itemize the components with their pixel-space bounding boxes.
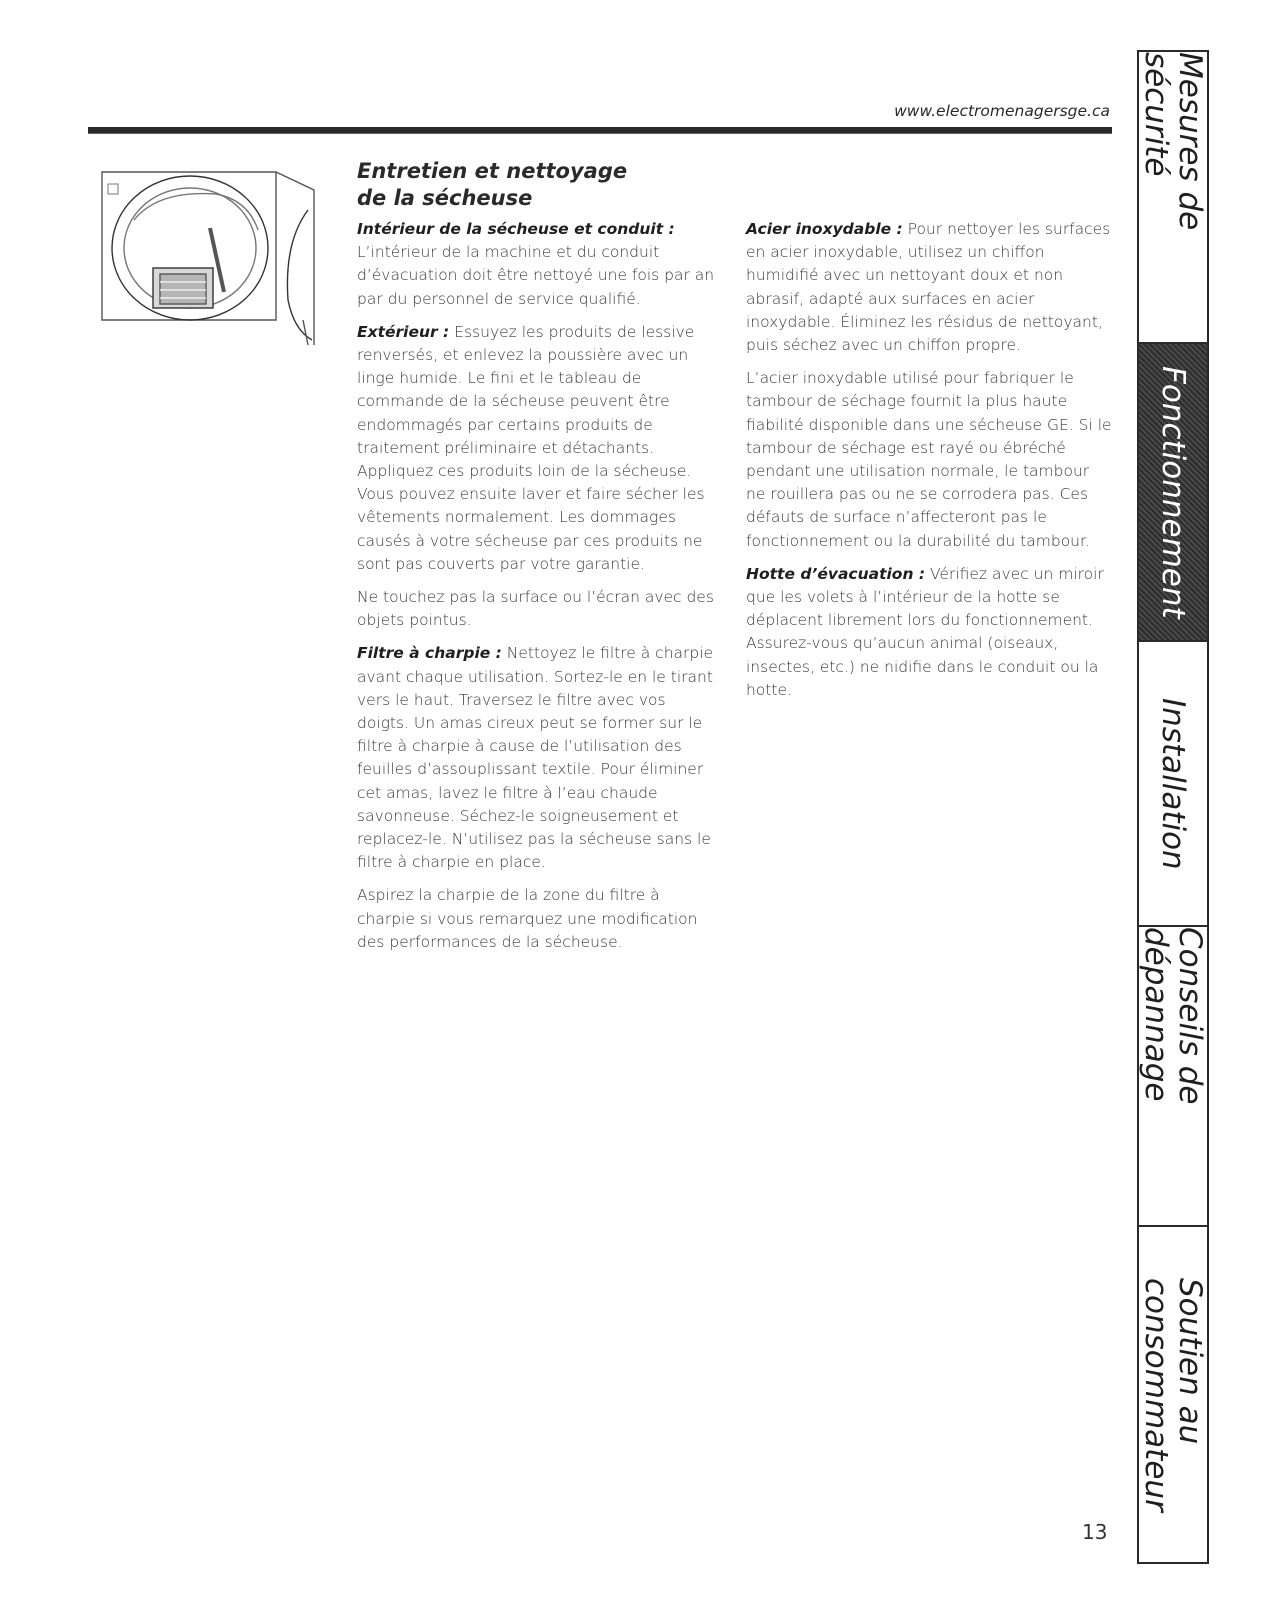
tab-installation[interactable] <box>1139 642 1207 927</box>
paragraph-stainless-steel <box>746 218 1112 357</box>
tab-safety[interactable] <box>1139 52 1207 344</box>
right-column <box>746 218 1112 712</box>
tab-label: Fonctionnement <box>1155 365 1191 619</box>
dryer-lint-filter-illustration <box>98 150 338 360</box>
paragraph-text: Nettoyez le filtre à charpie avant chaque utilisation. Sortez-le en le tirant vers le haut. Traversez le filtre avec vos doigts. Un amas cireux peut se former sur le filtre à charpie à cause de l’utilisation des feuilles d’assouplissant textile. Pour éliminer cet amas, lavez le filtre à l’eau chaude savonneuse. Séchez-le soigneusement et replacez-le. N’utilisez pas la sécheuse sans le filtre à charpie en place. <box>357 644 714 872</box>
paragraph-heading: Acier inoxydable : <box>746 220 903 238</box>
paragraph-text: L’acier inoxydable utilisé pour fabriquer le tambour de séchage fournit la plus haute fiabilité disponible dans une sécheuse GE. Si le tambour de séchage est rayé ou ébréché pendant une utilisation normale, le tambour ne rouillera pas ou ne se corrodera pas. Ces défauts de surface n’affecteront pas le fonctionnement ou la durabilité du tambour. <box>746 369 1112 550</box>
side-tab-navigation <box>1137 50 1209 1564</box>
section-title <box>357 158 627 212</box>
paragraph-heading: Hotte d’évacuation : <box>746 564 926 583</box>
tab-label: Mesures de sécurité <box>1138 52 1208 231</box>
website-url[interactable]: www.electromenagersge.ca <box>894 102 1110 120</box>
paragraph-text: Aspirez la charpie de la zone du filtre à charpie si vous remarquez une modification des performances de la sécheuse. <box>357 886 698 951</box>
paragraph-text: Essuyez les produits de lessive renversés, et enlevez la poussière avec un linge humide. Le fini et le tableau de commande de la sécheuse peuvent être endommagés par certains produits de traitement préliminaire et détachants. Appliquez ces produits loin de la sécheuse. Vous pouvez ensuite laver et faire sécher les vêtements normalement. Les dommages causés à votre sécheuse par ces produits ne sont pas couverts par votre garantie. <box>357 322 705 573</box>
header-rule <box>88 127 1112 134</box>
section-title-line2: de la sécheuse <box>357 186 533 210</box>
paragraph-exterior <box>357 321 719 576</box>
paragraph-exhaust-hood <box>746 563 1112 702</box>
paragraph-heading: Filtre à charpie : <box>357 644 502 663</box>
tab-label: Installation <box>1155 697 1191 870</box>
tab-troubleshooting[interactable] <box>1139 927 1207 1227</box>
paragraph-heading: Intérieur de la sécheuse et conduit : <box>357 220 675 238</box>
paragraph-lint-filter <box>357 642 719 874</box>
paragraph-vacuum-lint <box>357 884 719 954</box>
tab-label: Soutien au consommateur <box>1138 1277 1208 1512</box>
paragraph-text: L’intérieur de la machine et du conduit d’évacuation doit être nettoyé une fois par an par du personnel de service qualifié. <box>357 243 715 308</box>
paragraph-drum <box>746 367 1112 553</box>
tab-operation[interactable] <box>1139 344 1207 642</box>
paragraph-interior <box>357 218 719 311</box>
tab-label: Conseils de dépannage <box>1138 927 1208 1105</box>
paragraph-text: Ne touchez pas la surface ou l’écran avec des objets pointus. <box>357 588 714 630</box>
page-number: 13 <box>1082 1520 1108 1544</box>
section-title-line1: Entretien et nettoyage <box>357 159 628 183</box>
paragraph-heading: Extérieur : <box>357 322 450 341</box>
left-column <box>357 218 719 964</box>
paragraph-text: Vérifiez avec un miroir que les volets à l’intérieur de la hotte se déplacent librement lors du fonctionnement. Assurez-vous qu’aucun animal (oiseaux, insectes, etc.) ne nidifie dans le conduit ou la hotte. <box>746 564 1104 699</box>
paragraph-text: Pour nettoyer les surfaces en acier inoxydable, utilisez un chiffon humidifié avec un nettoyant doux et non abrasif, adapté aux surfaces en acier inoxydable. Éliminez les résidus de nettoyant, puis séchez avec un chiffon propre. <box>746 220 1111 355</box>
paragraph-sharp-objects <box>357 586 719 632</box>
tab-consumer-support[interactable] <box>1139 1227 1207 1562</box>
